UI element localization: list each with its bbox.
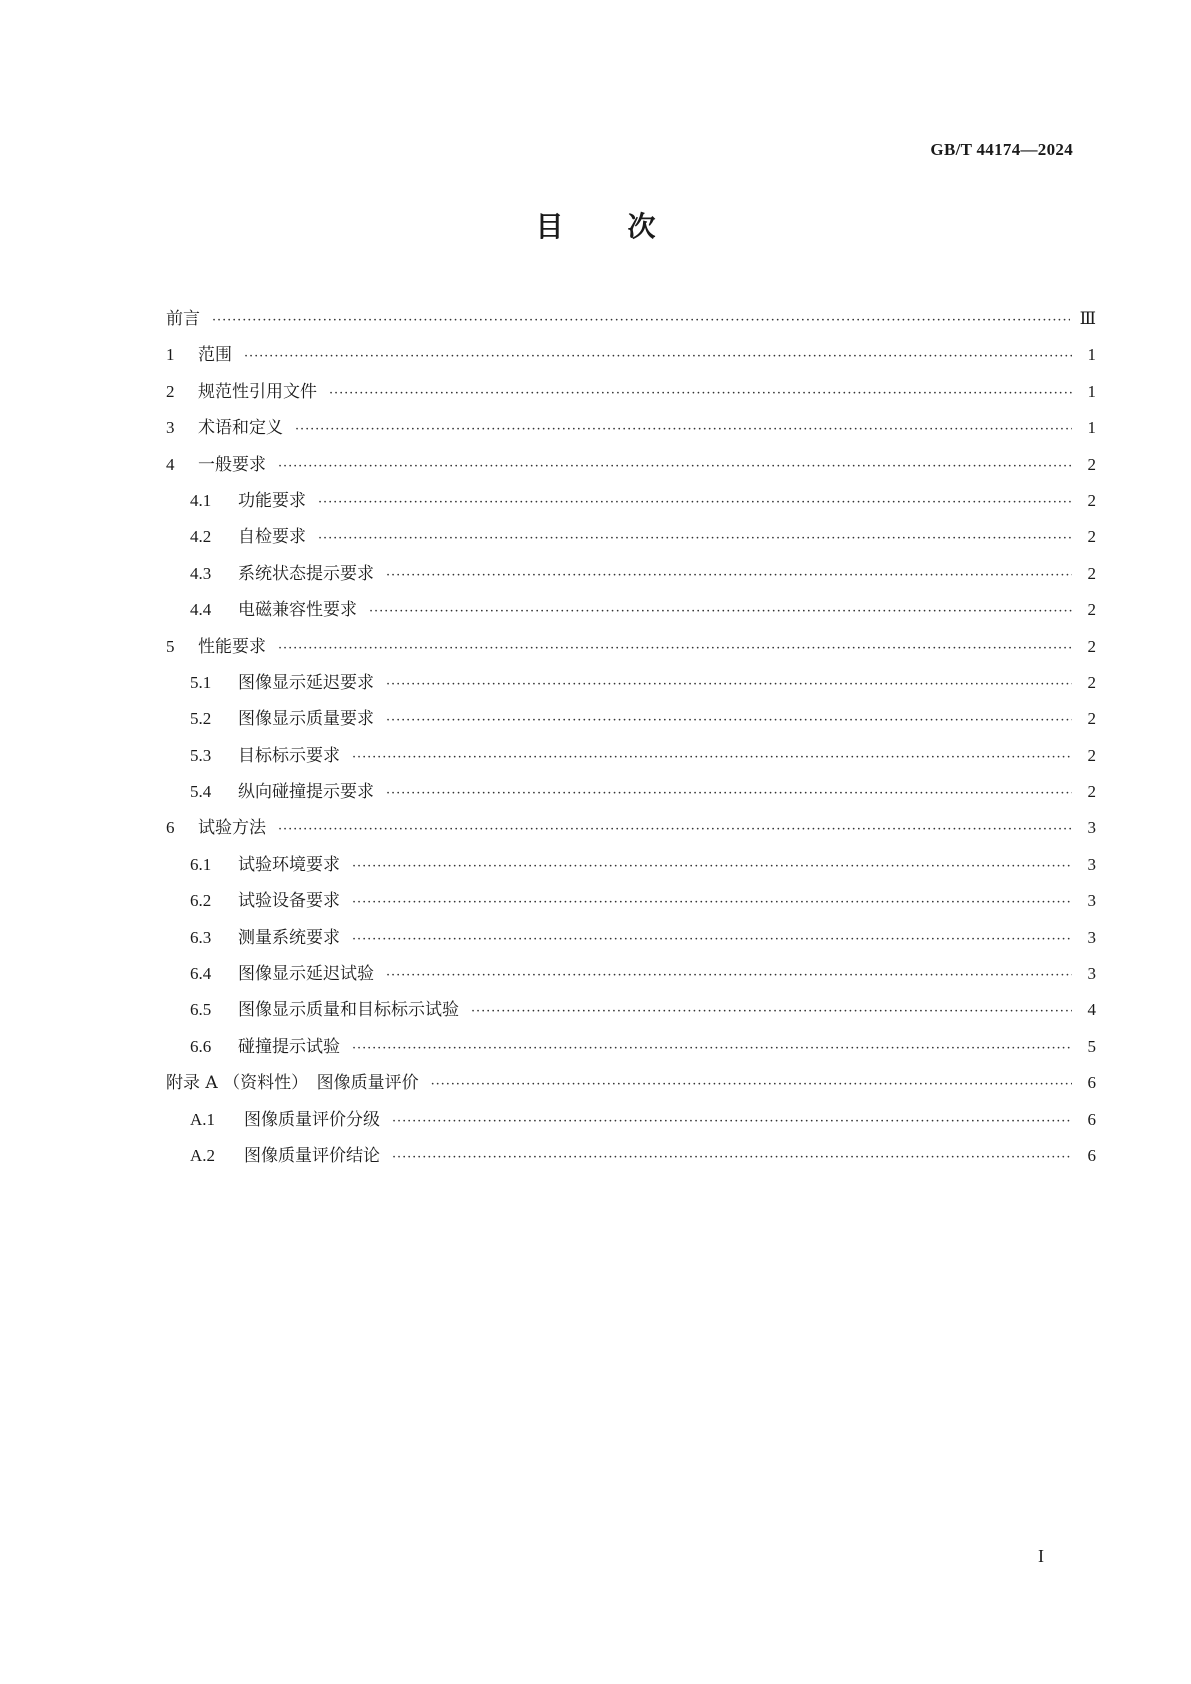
toc-entry-number: 6.6 (190, 1036, 212, 1056)
toc-page-number: 6 (1087, 1073, 1096, 1093)
toc-entry-5-2[interactable] (166, 701, 1096, 737)
toc-leader (278, 812, 1072, 848)
toc-leader (431, 1067, 1072, 1103)
toc-entry-label: 图像显示延迟试验 (238, 964, 374, 985)
toc-leader (295, 412, 1072, 448)
toc-page-number: 1 (1087, 345, 1096, 365)
toc-page-number: 2 (1087, 745, 1096, 765)
toc-leader (244, 339, 1072, 375)
toc-entry-6-2[interactable] (166, 883, 1096, 919)
toc-entry-6-5[interactable] (166, 992, 1096, 1028)
toc-page-number: 2 (1087, 636, 1096, 656)
toc-entry-number: A.2 (190, 1145, 216, 1165)
toc-leader (278, 449, 1072, 485)
toc-entry-label: 试验方法 (198, 818, 266, 839)
toc-page-number: 3 (1087, 964, 1096, 984)
toc-leader (352, 740, 1072, 776)
toc-entry-label: 功能要求 (238, 490, 306, 511)
toc-entry-label: 附录 A （资料性） 图像质量评价 (166, 1073, 419, 1094)
toc-entry-number: 5.4 (190, 782, 212, 802)
toc-leader (392, 1140, 1072, 1176)
toc-entry-label: 目标标示要求 (238, 745, 340, 766)
toc-entry-1[interactable] (166, 337, 1096, 373)
toc-page-number: 1 (1087, 418, 1096, 438)
toc-page-number: 3 (1087, 891, 1096, 911)
toc-entry-number: 6 (166, 818, 175, 838)
toc-entry-6[interactable] (166, 810, 1096, 846)
toc-entry-label: 图像显示质量要求 (238, 709, 374, 730)
toc-entry-6-3[interactable] (166, 920, 1096, 956)
toc-leader (318, 521, 1072, 557)
toc-leader (212, 303, 1070, 339)
toc-page-number: 2 (1087, 709, 1096, 729)
toc-entry-number: 4.1 (190, 490, 212, 510)
toc-entry-number: 4.3 (190, 563, 212, 583)
toc-page-number: 5 (1087, 1036, 1096, 1056)
toc-entry-appendix-a[interactable] (166, 1065, 1096, 1101)
toc-leader (386, 958, 1072, 994)
toc-entry-label: 电磁兼容性要求 (238, 600, 357, 621)
toc-leader (392, 1104, 1072, 1140)
toc-entry-number: 5.3 (190, 745, 212, 765)
toc-page-number: 6 (1087, 1109, 1096, 1129)
toc-entry-number: 5.2 (190, 709, 212, 729)
title-char-1: 目 (535, 210, 564, 243)
toc-entry-label: 范围 (198, 345, 232, 366)
toc-entry-label: 测量系统要求 (238, 927, 340, 948)
toc-page-number: 2 (1087, 527, 1096, 547)
toc-entry-number: 6.1 (190, 854, 212, 874)
toc-page-number: 3 (1087, 818, 1096, 838)
toc-page-number: 2 (1087, 454, 1096, 474)
toc-leader (369, 594, 1072, 630)
footer-page-number: I (1038, 1546, 1044, 1566)
toc-entry-label: 系统状态提示要求 (238, 563, 374, 584)
toc-page-number: 2 (1087, 782, 1096, 802)
toc-entry-5-4[interactable] (166, 774, 1096, 810)
toc-entry-2[interactable] (166, 374, 1096, 410)
toc-entry-5[interactable] (166, 629, 1096, 665)
toc-entry-number: A.1 (190, 1109, 216, 1129)
toc-page-number: 2 (1087, 563, 1096, 583)
toc-entry-label: 纵向碰撞提示要求 (238, 782, 374, 803)
toc-leader (329, 376, 1072, 412)
toc-entry-label: 一般要求 (198, 454, 266, 475)
toc-entry-label: 性能要求 (198, 636, 266, 657)
toc-entry-number: 1 (166, 345, 175, 365)
toc-leader (352, 922, 1072, 958)
toc-entry-number: 5.1 (190, 672, 212, 692)
toc-entry-4[interactable] (166, 447, 1096, 483)
toc-entry-number: 6.4 (190, 964, 212, 984)
toc-page-number: 2 (1087, 600, 1096, 620)
toc-entry-label: 术语和定义 (198, 418, 283, 439)
toc-entry-label: 自检要求 (238, 527, 306, 548)
toc-entry-6-4[interactable] (166, 956, 1096, 992)
toc-entry-label: 前言 (166, 309, 200, 329)
toc-leader (318, 485, 1072, 521)
table-of-contents (166, 301, 1096, 1174)
toc-entry-label: 试验设备要求 (238, 891, 340, 912)
toc-leader (386, 667, 1072, 703)
toc-leader (386, 776, 1072, 812)
toc-page-number: 2 (1087, 672, 1096, 692)
toc-entry-4-4[interactable] (166, 592, 1096, 628)
page-title (0, 205, 1191, 245)
toc-leader (471, 994, 1072, 1030)
toc-page-number: 4 (1087, 1000, 1096, 1020)
toc-page-number: 1 (1087, 381, 1096, 401)
toc-entry-number: 2 (166, 381, 175, 401)
standard-code: GB/T 44174—2024 (930, 140, 1073, 159)
toc-entry-5-3[interactable] (166, 738, 1096, 774)
toc-entry-6-6[interactable] (166, 1029, 1096, 1065)
toc-leader (386, 703, 1072, 739)
toc-entry-4-3[interactable] (166, 556, 1096, 592)
toc-leader (352, 885, 1072, 921)
toc-entry-number: 3 (166, 418, 175, 438)
toc-entry-number: 6.3 (190, 927, 212, 947)
toc-entry-number: 4.4 (190, 600, 212, 620)
toc-page-number: 2 (1087, 490, 1096, 510)
toc-entry-3[interactable] (166, 410, 1096, 446)
toc-entry-foreword[interactable] (166, 301, 1096, 337)
toc-entry-number: 4 (166, 454, 175, 474)
toc-entry-number: 6.2 (190, 891, 212, 911)
toc-page-number: 3 (1087, 927, 1096, 947)
toc-entry-6-1[interactable] (166, 847, 1096, 883)
toc-entry-label: 图像质量评价分级 (244, 1109, 380, 1130)
toc-entry-4-2[interactable] (166, 519, 1096, 555)
toc-entry-4-1[interactable] (166, 483, 1096, 519)
toc-entry-label: 试验环境要求 (238, 854, 340, 875)
toc-entry-label: 图像质量评价结论 (244, 1145, 380, 1166)
toc-entry-label: 图像显示质量和目标标示试验 (238, 1000, 459, 1021)
toc-leader (386, 558, 1072, 594)
toc-entry-number: 4.2 (190, 527, 212, 547)
toc-leader (352, 1031, 1072, 1067)
toc-entry-5-1[interactable] (166, 665, 1096, 701)
toc-leader (352, 849, 1072, 885)
toc-page-number: Ⅲ (1079, 309, 1096, 328)
toc-page-number: 3 (1087, 854, 1096, 874)
toc-entry-label: 碰撞提示试验 (238, 1036, 340, 1057)
toc-entry-label: 图像显示延迟要求 (238, 672, 374, 693)
toc-entry-number: 5 (166, 636, 175, 656)
toc-entry-number: 6.5 (190, 1000, 212, 1020)
toc-entry-label: 规范性引用文件 (198, 381, 317, 402)
title-char-2: 次 (627, 210, 656, 243)
toc-leader (278, 631, 1072, 667)
toc-page-number: 6 (1087, 1145, 1096, 1165)
toc-entry-a-2[interactable] (166, 1138, 1096, 1174)
toc-entry-a-1[interactable] (166, 1102, 1096, 1138)
